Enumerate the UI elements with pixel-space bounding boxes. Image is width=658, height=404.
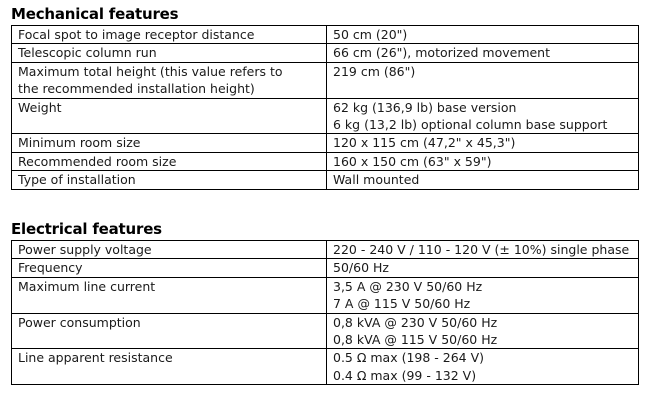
spec-value: 66 cm (26"), motorized movement (333, 45, 551, 61)
spec-value-cell (327, 313, 639, 349)
table-row (12, 313, 639, 349)
spec-label-cell (12, 349, 327, 385)
spec-label-cell (12, 241, 327, 259)
table-row (12, 241, 639, 259)
spec-value: 7 A @ 115 V 50/60 Hz (333, 296, 471, 312)
spec-value: 50/60 Hz (333, 260, 389, 276)
spec-label-cell (12, 98, 327, 134)
spec-value: 6 kg (13,2 lb) optional column base support (333, 117, 608, 133)
table-row (12, 349, 639, 385)
spec-label: Minimum room size (18, 135, 141, 151)
mechanical-features-section (11, 5, 638, 190)
spec-label-cell (12, 152, 327, 170)
mechanical-features-body (12, 26, 639, 190)
spec-label-cell (12, 134, 327, 152)
spec-value: 160 x 150 cm (63" x 59") (333, 153, 492, 169)
spec-label: Frequency (18, 260, 83, 276)
spec-value-cell (327, 349, 639, 385)
spec-label-cell (12, 26, 327, 44)
spec-value: 62 kg (136,9 lb) base version (333, 99, 517, 115)
electrical-features-section (11, 220, 638, 385)
spec-label: Line apparent resistance (18, 350, 173, 366)
spec-value: 220 - 240 V / 110 - 120 V (± 10%) single phase (333, 242, 630, 257)
table-row (12, 171, 639, 189)
table-row (12, 259, 639, 277)
table-row (12, 134, 639, 152)
spec-label-cell (12, 62, 327, 98)
spec-value-cell (327, 171, 639, 189)
spec-value: 0,8 kVA @ 115 V 50/60 Hz (333, 332, 498, 348)
table-row (12, 98, 639, 134)
spec-label: Power supply voltage (18, 242, 152, 257)
spec-value-cell (327, 152, 639, 170)
spec-value: 0.4 Ω max (99 - 132 V) (333, 367, 477, 383)
spec-label-cell (12, 277, 327, 313)
mechanical-features-heading: Mechanical features (11, 5, 179, 23)
spec-value: 219 cm (86") (333, 63, 416, 79)
electrical-features-body (12, 241, 639, 385)
spec-label-cell (12, 171, 327, 189)
spec-value: 0,8 kVA @ 230 V 50/60 Hz (333, 314, 498, 330)
spec-value: Wall mounted (333, 172, 420, 188)
spec-label-cell (12, 44, 327, 62)
table-row (12, 152, 639, 170)
spec-value-cell (327, 134, 639, 152)
spec-label: Type of installation (18, 172, 136, 188)
spec-value-cell (327, 241, 639, 259)
spec-label-cell (12, 313, 327, 349)
table-row (12, 62, 639, 98)
spec-value-cell (327, 98, 639, 134)
table-row (12, 44, 639, 62)
table-row (12, 277, 639, 313)
spec-label-cell (12, 259, 327, 277)
electrical-features-heading: Electrical features (11, 220, 162, 238)
spec-label: Weight (18, 99, 62, 115)
table-row (12, 26, 639, 44)
spec-value: 3,5 A @ 230 V 50/60 Hz (333, 278, 483, 294)
spec-label: Maximum total height (this value refers to (18, 63, 283, 79)
spec-label: Maximum line current (18, 278, 156, 294)
spec-value-cell (327, 259, 639, 277)
spec-value: 120 x 115 cm (47,2" x 45,3") (333, 135, 516, 151)
spec-label: Telescopic column run (18, 45, 157, 61)
spec-label: Power consumption (18, 314, 141, 330)
spec-label: Recommended room size (18, 153, 177, 169)
spec-value: 0.5 Ω max (198 - 264 V) (333, 350, 485, 366)
spec-value-cell (327, 277, 639, 313)
spec-value: 50 cm (20") (333, 27, 408, 42)
spec-value-cell (327, 62, 639, 98)
spec-value-cell (327, 44, 639, 62)
electrical-features-table (11, 240, 639, 385)
mechanical-features-table (11, 25, 639, 190)
spec-label: the recommended installation height) (18, 81, 255, 97)
spec-value-cell (327, 26, 639, 44)
spec-label: Focal spot to image receptor distance (18, 27, 255, 42)
